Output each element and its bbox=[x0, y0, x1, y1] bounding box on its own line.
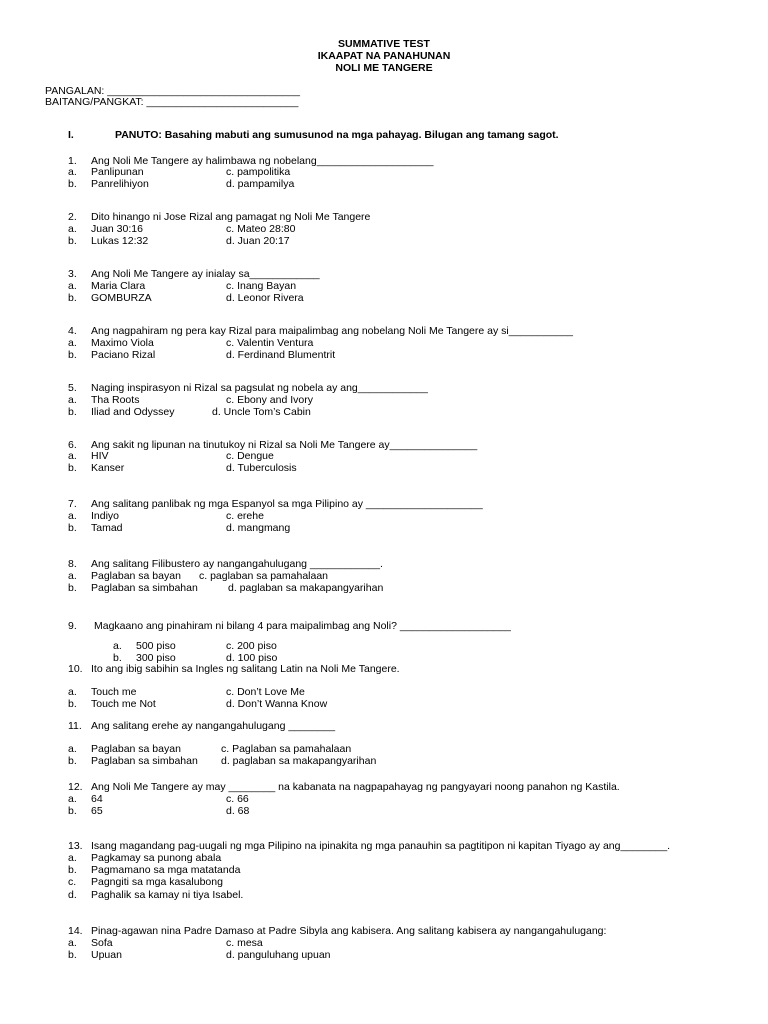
question-number: 4. bbox=[68, 325, 77, 337]
choice-d: Paghalik sa kamay ni tiya Isabel. bbox=[91, 889, 244, 901]
choice-letter: b. bbox=[68, 522, 77, 534]
choice-d: d. panguluhang upuan bbox=[226, 949, 331, 961]
question-number: 5. bbox=[68, 382, 77, 394]
choice-c: c. erehe bbox=[226, 510, 264, 522]
choice-d: d. Leonor Rivera bbox=[226, 292, 304, 304]
choice-d: d. Uncle Tom’s Cabin bbox=[212, 406, 311, 418]
choice-letter: d. bbox=[68, 889, 77, 901]
choice-letter: a. bbox=[68, 570, 77, 582]
choice-letter: c. bbox=[68, 876, 77, 888]
choice-a: Touch me bbox=[91, 686, 137, 698]
choice-letter: a. bbox=[113, 640, 122, 652]
choice-c: c. Inang Bayan bbox=[226, 280, 297, 292]
choice-d: d. 68 bbox=[226, 805, 250, 817]
question-number: 11. bbox=[68, 720, 82, 732]
choice-a: Sofa bbox=[91, 937, 113, 949]
choice-b: Upuan bbox=[91, 949, 122, 961]
choice-d: d. mangmang bbox=[226, 522, 291, 534]
question-number: 3. bbox=[68, 268, 77, 280]
question-text: Ang nagpahiram ng pera kay Rizal para maipalimbag ang nobelang Noli Me Tangere ay si___________ bbox=[91, 325, 573, 337]
choice-b: Panrelihiyon bbox=[91, 178, 149, 190]
question-number: 8. bbox=[68, 558, 77, 570]
choice-letter: b. bbox=[68, 178, 77, 190]
choice-letter: b. bbox=[68, 582, 77, 594]
question-text: Dito hinango ni Jose Rizal ang pamagat ng Noli Me Tangere bbox=[91, 211, 371, 223]
choice-letter: a. bbox=[68, 793, 77, 805]
question-text: Naging inspirasyon ni Rizal sa pagsulat ng nobela ay ang____________ bbox=[91, 382, 428, 394]
choice-b: 300 piso bbox=[136, 652, 176, 664]
question-number: 13. bbox=[68, 840, 83, 852]
grade-section-field: BAITANG/PANGKAT: __________________________ bbox=[45, 96, 299, 108]
choice-d: d. 100 piso bbox=[226, 652, 278, 664]
question-number: 2. bbox=[68, 211, 77, 223]
choice-c: c. Mateo 28:80 bbox=[226, 223, 296, 235]
header-subject: NOLI ME TANGERE bbox=[335, 62, 433, 74]
question-text: Ang Noli Me Tangere ay inialay sa____________ bbox=[91, 268, 320, 280]
choice-letter: a. bbox=[68, 337, 77, 349]
section-number: I. bbox=[68, 129, 74, 141]
choice-d: d. Ferdinand Blumentrit bbox=[226, 349, 336, 361]
question-number: 6. bbox=[68, 439, 77, 451]
choice-c: Pagngiti sa mga kasalubong bbox=[91, 876, 223, 888]
choice-letter: a. bbox=[68, 166, 77, 178]
choice-letter: a. bbox=[68, 686, 77, 698]
question-text: Isang magandang pag-uugali ng mga Pilipino na ipinakita ng mga panauhin sa pagtitipon ni kapitan Tiyago ay ang________. bbox=[91, 840, 671, 852]
choice-b: Touch me Not bbox=[91, 698, 156, 710]
choice-letter: b. bbox=[68, 292, 77, 304]
choice-letter: a. bbox=[68, 510, 77, 522]
choice-letter: b. bbox=[68, 805, 77, 817]
choice-a: HIV bbox=[91, 450, 109, 462]
choice-c: c. 66 bbox=[226, 793, 249, 805]
choice-c: c. Paglaban sa pamahalaan bbox=[221, 743, 352, 755]
choice-letter: b. bbox=[68, 462, 77, 474]
choice-letter: a. bbox=[68, 937, 77, 949]
choice-a: 64 bbox=[91, 793, 103, 805]
choice-a: Indiyo bbox=[91, 510, 120, 522]
choice-letter: b. bbox=[68, 235, 77, 247]
choice-b: 65 bbox=[91, 805, 103, 817]
choice-letter: b. bbox=[113, 652, 122, 664]
choice-letter: b. bbox=[68, 949, 77, 961]
choice-c: c. Ebony and Ivory bbox=[226, 394, 313, 406]
header-quarter: IKAAPAT NA PANAHUNAN bbox=[317, 50, 451, 62]
choice-c: c. Don’t Love Me bbox=[226, 686, 305, 698]
choice-a: Juan 30:16 bbox=[91, 223, 143, 235]
header-title: SUMMATIVE TEST bbox=[338, 38, 430, 50]
choice-b: Paglaban sa simbahan bbox=[91, 582, 198, 594]
choice-b: Iliad and Odyssey bbox=[91, 406, 175, 418]
choice-a: Pagkamay sa punong abala bbox=[91, 852, 222, 864]
choice-a: Paglaban sa bayan bbox=[91, 570, 181, 582]
choice-c: c. paglaban sa pamahalaan bbox=[199, 570, 329, 582]
question-number: 12. bbox=[68, 781, 83, 793]
choice-d: d. pampamilya bbox=[226, 178, 295, 190]
choice-letter: a. bbox=[68, 280, 77, 292]
choice-c: c. mesa bbox=[226, 937, 263, 949]
question-text: Ang salitang erehe ay nangangahulugang ________ bbox=[91, 720, 336, 732]
choice-d: d. paglaban sa makapangyarihan bbox=[228, 582, 384, 594]
question-text: Ang Noli Me Tangere ay may ________ na kabanata na nagpapahayag ng pangyayari noong panahon ng Kastila. bbox=[91, 781, 620, 793]
choice-b: Lukas 12:32 bbox=[91, 235, 149, 247]
choice-c: c. Dengue bbox=[226, 450, 274, 462]
choice-d: d. Don’t Wanna Know bbox=[226, 698, 328, 710]
question-number: 9. bbox=[68, 620, 77, 632]
question-text: Pinag-agawan nina Padre Damaso at Padre Sibyla ang kabisera. Ang salitang kabisera ay nangangahulugang: bbox=[91, 925, 607, 937]
question-text: Ito ang ibig sabihin sa Ingles ng salitang Latin na Noli Me Tangere. bbox=[91, 663, 400, 675]
question-number: 1. bbox=[68, 155, 77, 167]
choice-a: Paglaban sa bayan bbox=[91, 743, 181, 755]
question-text: Ang salitang Filibustero ay nangangahulugang ____________. bbox=[91, 558, 383, 570]
question-text: Ang salitang panlibak ng mga Espanyol sa mga Pilipino ay ____________________ bbox=[91, 498, 483, 510]
question-text: Ang sakit ng lipunan na tinutukoy ni Rizal sa Noli Me Tangere ay_______________ bbox=[91, 439, 478, 451]
question-number: 10. bbox=[68, 663, 83, 675]
choice-b: Tamad bbox=[91, 522, 123, 534]
question-text: Magkaano ang pinahiram ni bilang 4 para maipalimbag ang Noli? ___________________ bbox=[94, 620, 511, 632]
name-field: PANGALAN: _________________________________ bbox=[45, 85, 300, 97]
choice-a: Maria Clara bbox=[91, 280, 146, 292]
choice-a: 500 piso bbox=[136, 640, 176, 652]
question-number: 14. bbox=[68, 925, 83, 937]
choice-letter: a. bbox=[68, 223, 77, 235]
choice-b: Paglaban sa simbahan bbox=[91, 755, 198, 767]
choice-a: Tha Roots bbox=[91, 394, 140, 406]
choice-b: Paciano Rizal bbox=[91, 349, 156, 361]
choice-b: Kanser bbox=[91, 462, 125, 474]
choice-letter: b. bbox=[68, 349, 77, 361]
choice-letter: b. bbox=[68, 864, 77, 876]
choice-letter: b. bbox=[68, 698, 77, 710]
choice-letter: a. bbox=[68, 743, 77, 755]
choice-letter: a. bbox=[68, 852, 77, 864]
choice-letter: b. bbox=[68, 406, 77, 418]
choice-c: c. pampolitika bbox=[226, 166, 291, 178]
question-text: Ang Noli Me Tangere ay halimbawa ng nobelang____________________ bbox=[91, 155, 434, 167]
choice-letter: a. bbox=[68, 394, 77, 406]
choice-d: d. Juan 20:17 bbox=[226, 235, 290, 247]
choice-d: d. Tuberculosis bbox=[226, 462, 297, 474]
section-instruction: PANUTO: Basahing mabuti ang sumusunod na mga pahayag. Bilugan ang tamang sagot. bbox=[115, 129, 559, 141]
choice-c: c. 200 piso bbox=[226, 640, 277, 652]
choice-b: Pagmamano sa mga matatanda bbox=[91, 864, 241, 876]
choice-c: c. Valentin Ventura bbox=[226, 337, 314, 349]
question-number: 7. bbox=[68, 498, 77, 510]
choice-letter: a. bbox=[68, 450, 77, 462]
choice-a: Panlipunan bbox=[91, 166, 144, 178]
choice-b: GOMBURZA bbox=[91, 292, 152, 304]
choice-letter: b. bbox=[68, 755, 77, 767]
choice-a: Maximo Viola bbox=[91, 337, 154, 349]
choice-d: d. paglaban sa makapangyarihan bbox=[221, 755, 377, 767]
